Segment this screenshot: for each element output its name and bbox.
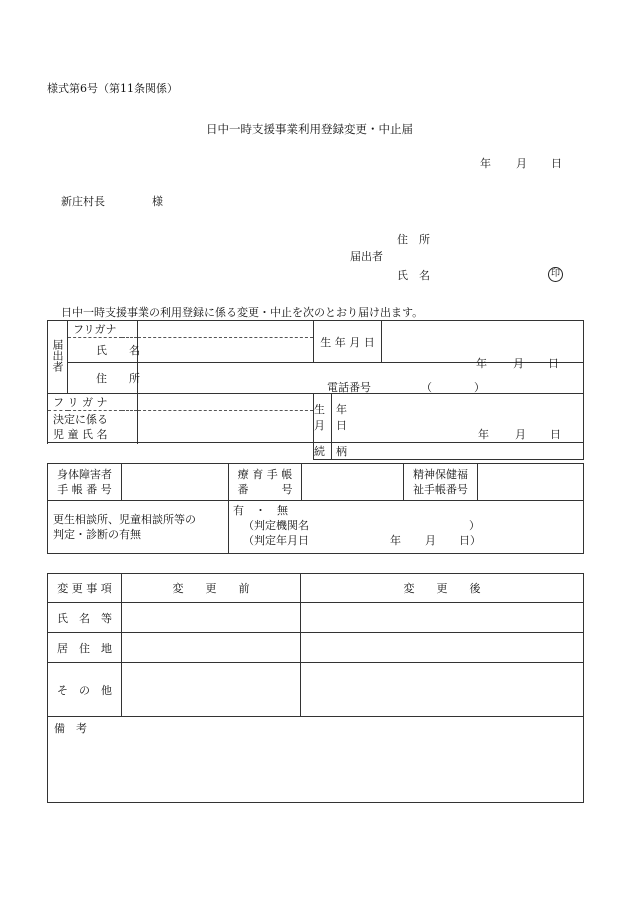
furigana-label: フリガナ: [68, 321, 138, 338]
relationship-label: 続 柄: [314, 443, 332, 460]
birthdate-label: 生 年 月 日: [314, 321, 382, 363]
other-before-field[interactable]: [122, 663, 301, 717]
before-header: 変 更 前: [122, 574, 301, 603]
other-after-field[interactable]: [301, 663, 584, 717]
birthdate-field[interactable]: 年 月 日: [382, 321, 584, 363]
physical-handbook-field[interactable]: [122, 464, 229, 501]
applicant-table: [47, 320, 584, 460]
mental-handbook-field[interactable]: [478, 464, 584, 501]
row-name-label: 氏 名 等: [48, 603, 122, 633]
date-month-label: 月: [516, 157, 527, 170]
furigana-field[interactable]: [138, 321, 314, 338]
applicant-section: 届出者: [48, 321, 68, 394]
child-furigana-field[interactable]: [138, 394, 314, 411]
name-label: 氏 名: [397, 269, 430, 282]
change-item-header: 変 更 事 項: [48, 574, 122, 603]
honorific: 様: [152, 195, 163, 208]
date-day-label: 日: [551, 157, 562, 170]
addressee: 新庄村長: [61, 195, 105, 208]
ryoiku-handbook-label: 療 育 手 帳 番 号: [229, 464, 302, 501]
ryoiku-handbook-field[interactable]: [302, 464, 404, 501]
child-birthdate-field[interactable]: 年 月 日: [332, 394, 584, 443]
address-label-cell: 住 所: [68, 363, 138, 394]
applicant-label: 届出者: [350, 250, 383, 263]
mental-handbook-label: 精神保健福 祉手帳番号: [404, 464, 478, 501]
consultation-label: 更生相談所、児童相談所等の 判定・診断の有無: [48, 501, 229, 554]
name-label-cell: 氏 名: [68, 338, 138, 363]
child-furigana-label: フ リ ガ ナ: [48, 394, 138, 411]
yes-no-choice[interactable]: 有 ・ 無: [233, 504, 288, 517]
row-other-label: そ の 他: [48, 663, 122, 717]
applicant-name-field[interactable]: [138, 338, 314, 363]
seal-icon: 印: [548, 266, 563, 282]
address-label: 住 所: [397, 233, 430, 246]
row-residence-label: 居 住 地: [48, 633, 122, 663]
consultation-field[interactable]: 有 ・ 無 （判定機関名 ） （判定年月日 年 月 日）: [229, 501, 584, 554]
residence-after-field[interactable]: [301, 633, 584, 663]
child-birth-label: 生 年 月 日: [314, 394, 332, 443]
form-number: 様式第6号（第11条関係）: [47, 82, 178, 95]
intro-text: 日中一時支援事業の利用登録に係る変更・中止を次のとおり届け出ます。: [61, 306, 424, 319]
child-name-label: 決定に係る 児 童 氏 名: [48, 411, 138, 443]
name-after-field[interactable]: [301, 603, 584, 633]
residence-before-field[interactable]: [122, 633, 301, 663]
changes-table: [47, 573, 584, 803]
date-year-label: 年: [480, 157, 491, 170]
after-header: 変 更 後: [301, 574, 584, 603]
remarks-label: 備 考: [54, 722, 87, 735]
child-name-field[interactable]: [138, 411, 314, 443]
handbook-table: [47, 463, 584, 554]
address-field[interactable]: 電話番号 （ ）: [138, 363, 584, 394]
name-before-field[interactable]: [122, 603, 301, 633]
physical-handbook-label: 身体障害者 手 帳 番 号: [48, 464, 122, 501]
relationship-field[interactable]: [332, 443, 584, 460]
form-title: 日中一時支援事業利用登録変更・中止届: [206, 122, 413, 136]
remarks-field[interactable]: [48, 717, 584, 803]
